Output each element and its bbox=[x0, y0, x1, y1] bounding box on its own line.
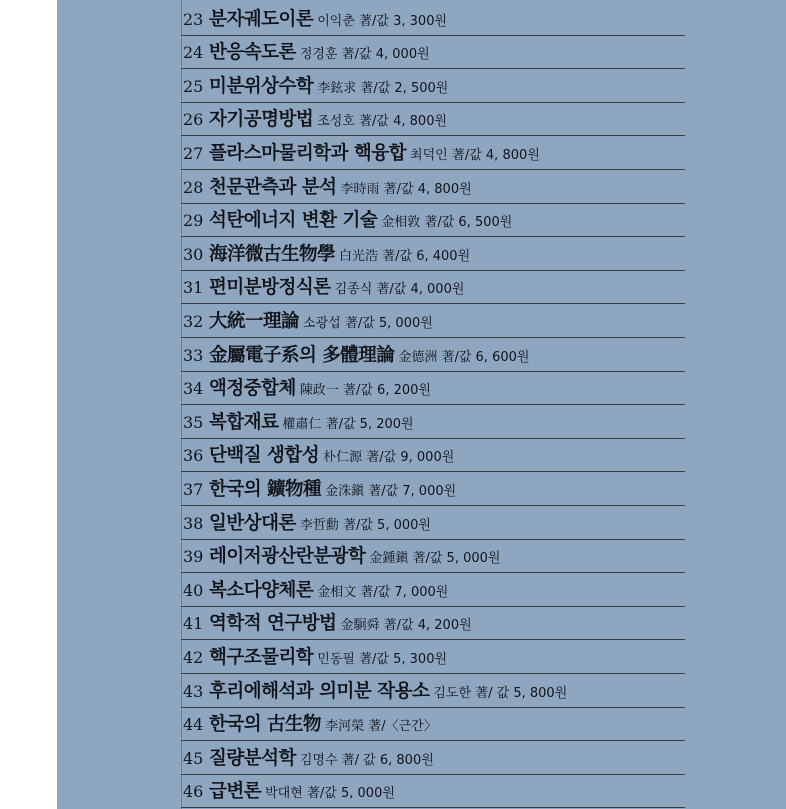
book-list-item bbox=[181, 69, 685, 103]
book-title: 복합재료 bbox=[209, 411, 279, 433]
book-author-price: 朴仁源 著/값 9, 000원 bbox=[323, 450, 455, 466]
book-number: 41 bbox=[183, 614, 204, 634]
book-number: 25 bbox=[183, 76, 204, 96]
book-entry bbox=[181, 72, 448, 98]
book-author-price: 李鉉求 著/값 2, 500원 bbox=[317, 80, 449, 96]
book-list-item bbox=[181, 674, 685, 708]
book-list bbox=[181, 0, 685, 809]
book-entry bbox=[181, 643, 447, 669]
book-entry bbox=[181, 341, 529, 367]
book-list-item bbox=[181, 204, 685, 238]
book-author-price: 김종식 著/값 4, 000원 bbox=[334, 282, 465, 298]
book-author-price: 김도한 著/ 값 5, 800원 bbox=[433, 685, 568, 701]
book-number: 43 bbox=[183, 681, 204, 701]
book-title: 大統一理論 bbox=[209, 310, 300, 332]
book-list-item bbox=[181, 405, 685, 439]
book-author-price: 金德洲 著/값 6, 600원 bbox=[398, 349, 530, 365]
book-number: 31 bbox=[183, 278, 204, 298]
book-author-price: 정경훈 著/값 4, 000원 bbox=[299, 47, 430, 63]
book-author-price: 민동필 著/값 5, 300원 bbox=[317, 651, 448, 667]
book-list-item bbox=[181, 136, 685, 170]
book-list-item bbox=[181, 36, 685, 70]
book-author-price: 최덕인 著/값 4, 800원 bbox=[410, 147, 540, 163]
book-entry bbox=[181, 576, 448, 602]
book-entry bbox=[181, 475, 456, 501]
book-title: 분자궤도이론 bbox=[209, 8, 314, 30]
book-number: 40 bbox=[183, 580, 204, 600]
book-title: 편미분방정식론 bbox=[209, 277, 331, 299]
book-entry bbox=[181, 609, 472, 635]
book-title: 한국의 鑛物種 bbox=[209, 478, 322, 500]
book-entry bbox=[181, 38, 430, 64]
book-list-item bbox=[181, 708, 685, 742]
book-number: 27 bbox=[183, 143, 204, 163]
book-list-item bbox=[181, 338, 685, 372]
book-title: 플라스마물리학과 핵융합 bbox=[209, 142, 407, 164]
book-author-price: 白光浩 著/값 6, 400원 bbox=[339, 248, 471, 264]
book-number: 30 bbox=[183, 244, 204, 264]
book-entry bbox=[181, 509, 431, 535]
book-author-price: 金洙鎭 著/값 7, 000원 bbox=[325, 483, 457, 499]
book-author-price: 소광섭 著/값 5, 000원 bbox=[303, 315, 433, 331]
book-list-item bbox=[181, 439, 685, 473]
book-title: 일반상대론 bbox=[209, 512, 296, 534]
book-title: 金屬電子系의 多體理論 bbox=[209, 344, 395, 366]
book-entry bbox=[181, 173, 472, 199]
book-title: 역학적 연구방법 bbox=[209, 613, 337, 635]
book-list-item bbox=[181, 271, 685, 305]
book-list-item bbox=[181, 372, 685, 406]
book-title: 핵구조물리학 bbox=[209, 646, 314, 668]
book-title: 복소다양체론 bbox=[209, 579, 314, 601]
book-number: 35 bbox=[183, 412, 204, 432]
book-title: 후리에해석과 의미분 작용소 bbox=[209, 680, 430, 702]
book-number: 29 bbox=[183, 211, 204, 231]
book-title: 미분위상수학 bbox=[209, 75, 314, 97]
book-list-item bbox=[181, 237, 685, 271]
book-list-item bbox=[181, 506, 685, 540]
book-entry bbox=[181, 408, 414, 434]
book-list-item bbox=[181, 775, 685, 809]
book-title: 레이저광산란분광학 bbox=[209, 546, 366, 568]
book-number: 37 bbox=[183, 479, 204, 499]
book-entry bbox=[181, 139, 540, 165]
book-author-price: 李哲勳 著/값 5, 000원 bbox=[299, 517, 431, 533]
book-title: 액정중합체 bbox=[209, 378, 296, 400]
book-entry bbox=[181, 273, 464, 299]
book-list-item bbox=[181, 170, 685, 204]
book-author-price: 金駉舜 著/값 4, 200원 bbox=[340, 618, 472, 634]
book-list-item bbox=[181, 304, 685, 338]
book-entry bbox=[181, 206, 512, 232]
book-entry bbox=[181, 374, 431, 400]
book-author-price: 조성호 著/값 4, 800원 bbox=[317, 114, 448, 130]
book-entry bbox=[181, 710, 437, 736]
book-author-price: 박대현 著/값 5, 000원 bbox=[265, 786, 395, 802]
book-title: 천문관측과 분석 bbox=[209, 176, 337, 198]
book-list-item bbox=[181, 2, 685, 36]
book-number: 33 bbox=[183, 345, 204, 365]
book-title: 질량분석학 bbox=[209, 747, 296, 769]
book-entry bbox=[181, 777, 395, 803]
book-title: 한국의 古生物 bbox=[209, 714, 322, 736]
book-entry bbox=[181, 105, 447, 131]
book-number: 38 bbox=[183, 513, 204, 533]
book-entry bbox=[181, 240, 470, 266]
book-number: 44 bbox=[183, 715, 204, 735]
book-list-item bbox=[181, 741, 685, 775]
book-title: 석탄에너지 변환 기술 bbox=[209, 210, 378, 232]
book-title: 海洋微古生物學 bbox=[209, 243, 336, 265]
book-entry bbox=[181, 542, 500, 568]
book-number: 24 bbox=[183, 43, 204, 63]
book-author-price: 李時雨 著/값 4, 800원 bbox=[340, 181, 472, 197]
book-number: 46 bbox=[183, 782, 204, 802]
book-list-item bbox=[181, 640, 685, 674]
book-author-price: 金鍾鎭 著/값 5, 000원 bbox=[369, 551, 501, 567]
book-author-price: 陳政一 著/값 6, 200원 bbox=[299, 383, 431, 399]
book-title: 반응속도론 bbox=[209, 42, 296, 64]
book-author-price: 權肅仁 著/값 5, 200원 bbox=[282, 416, 414, 432]
book-entry bbox=[181, 677, 567, 703]
book-title: 급변론 bbox=[209, 781, 262, 803]
book-title: 단백질 생합성 bbox=[209, 445, 320, 467]
book-number: 36 bbox=[183, 446, 204, 466]
book-number: 42 bbox=[183, 647, 204, 667]
book-entry bbox=[181, 744, 434, 770]
book-entry bbox=[181, 5, 447, 31]
book-number: 23 bbox=[183, 9, 204, 29]
book-author-price: 이익춘 著/값 3, 300원 bbox=[317, 13, 448, 29]
book-list-item bbox=[181, 573, 685, 607]
book-author-price: 李河榮 著/〈근간〉 bbox=[325, 719, 437, 735]
book-entry bbox=[181, 307, 433, 333]
book-list-item bbox=[181, 472, 685, 506]
book-number: 34 bbox=[183, 379, 204, 399]
book-number: 39 bbox=[183, 547, 204, 567]
book-number: 32 bbox=[183, 311, 204, 331]
book-list-item bbox=[181, 540, 685, 574]
book-number: 45 bbox=[183, 748, 204, 768]
book-author-price: 金相文 著/값 7, 000원 bbox=[317, 584, 449, 600]
book-entry bbox=[181, 441, 454, 467]
book-title: 자기공명방법 bbox=[209, 109, 314, 131]
book-list-item bbox=[181, 607, 685, 641]
book-author-price: 김명수 著/ 값 6, 800원 bbox=[299, 752, 434, 768]
book-number: 26 bbox=[183, 110, 204, 130]
book-author-price: 金相敦 著/값 6, 500원 bbox=[381, 215, 513, 231]
book-list-item bbox=[181, 103, 685, 137]
book-number: 28 bbox=[183, 177, 204, 197]
